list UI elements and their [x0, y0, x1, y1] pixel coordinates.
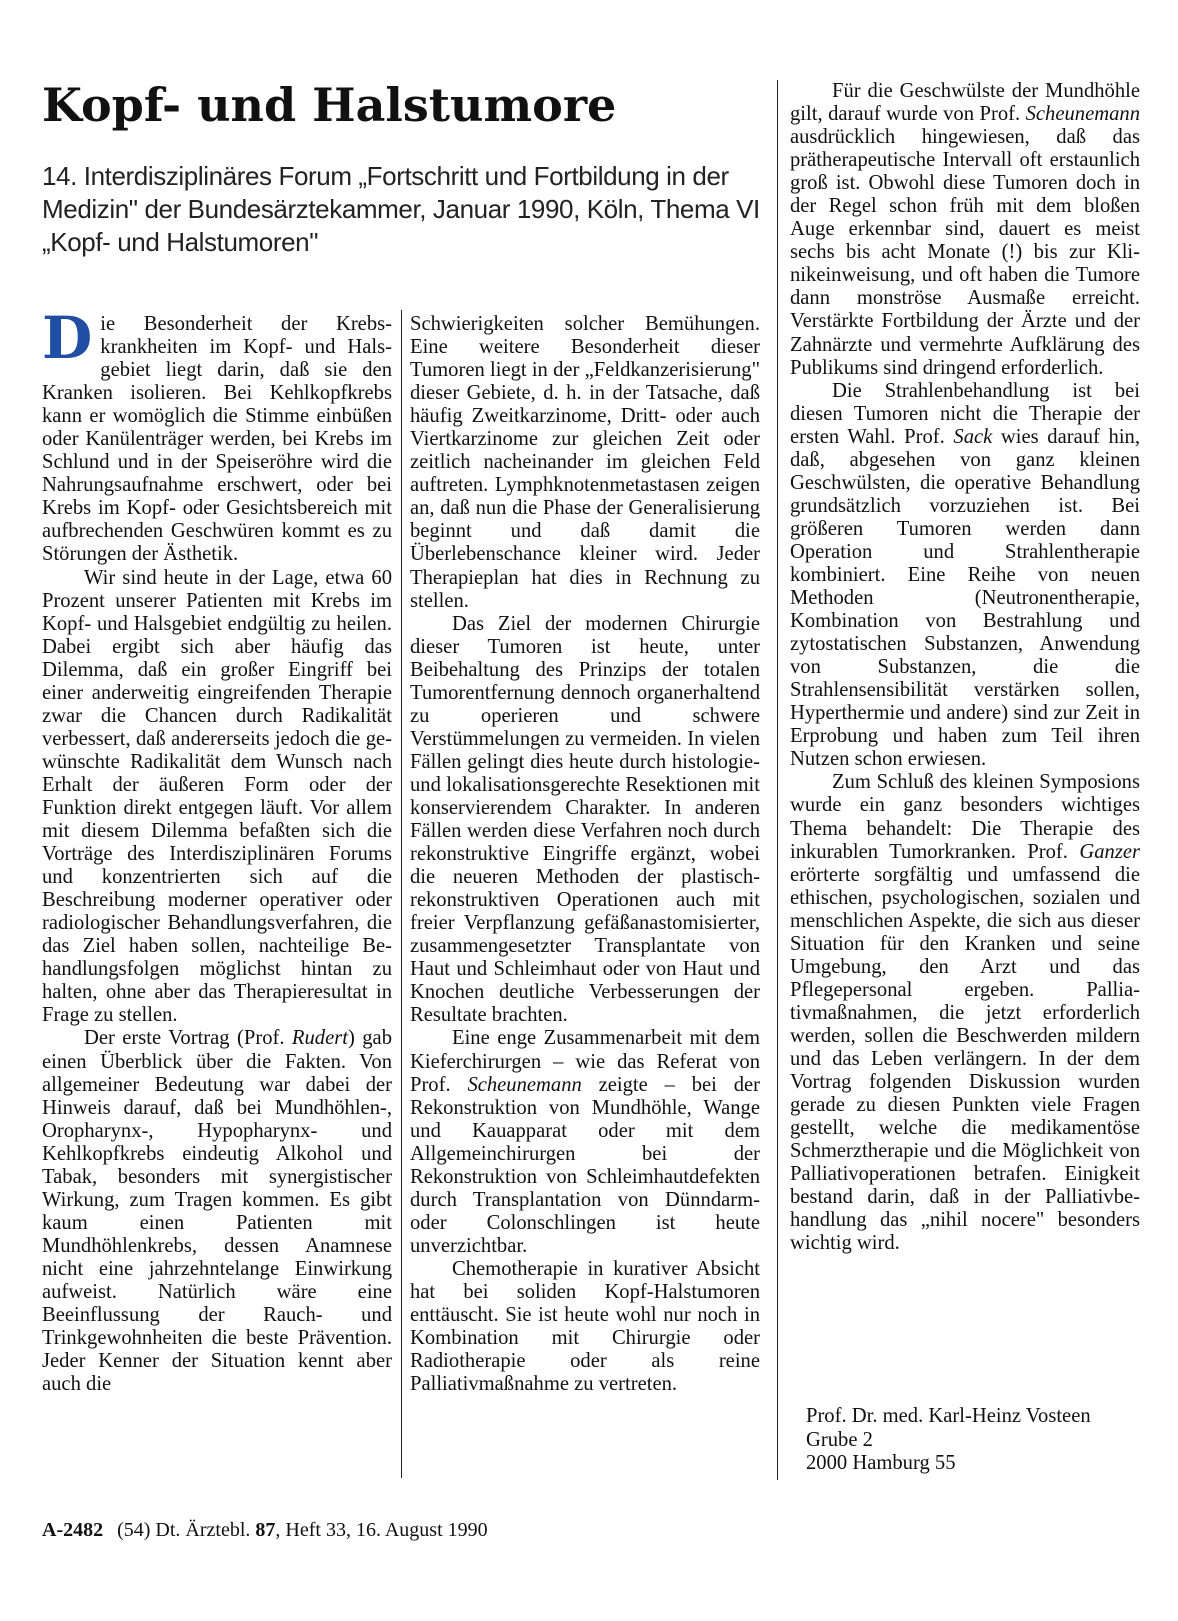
body-paragraph-6: Chemotherapie in kurativer Absicht hat bei soliden Kopf-Halstumoren enttäuscht. Sie ist heute wohl nur noch in Kombination mit Chirurgie oder Radiotherapie oder als reine Palliativmaßnahme zu vertreten. [410, 1257, 760, 1396]
text-column-3 [790, 80, 1140, 1255]
body-paragraph-3b: Schwierigkeiten solcher Bemühungen. Eine weitere Besonderheit dieser Tumoren liegt in der „Feldkanzerisierung" dieser Gebiete, d. h. in der Tatsache, daß häufig Zweitkarzinome, Dritt- oder auch Viertkarzinome zur gleichen Zeit oder zeitlich nacheinander im gleichen Feld auftreten. Lymphknotenmetastasen zeigen an, daß nun die Phase der Generalisierung beginnt und daß damit die Überlebenschance kleiner wird. Jeder Therapieplan hat dies in Rechnung zu stellen. [410, 313, 760, 612]
column-divider-1 [401, 310, 402, 1478]
citation-pre: (54) Dt. Ärztebl. [117, 1519, 251, 1541]
article-title: Kopf- und Halstumore [42, 78, 617, 132]
page-code: A-2482 [42, 1519, 104, 1541]
body-paragraph-9: Zum Schluß des kleinen Symposions wurde ein ganz besonders wichtiges Thema behandelt: Die Therapie des inkurablen Tumorkranken. Prof. Ganzer erörterte sorgfältig und umfassend die ethischen, psychologischen, sozialen und menschlichen Aspekte, die sich aus dieser Situation für den Kranken und seine Umgebung, den Arzt und das Pflegepersonal ergeben. Palliativmaßnahmen, die jetzt erforderlich werden, sollen die Beschwerden mildern und das Leben verlängern. In der dem Vortrag folgenden Diskussion wurden gerade zu diesen Punkten viele Fragen gestellt, welche die medikamentöse Schmerztherapie und die Möglichkeit von Palliativoperationen betrafen. Einigkeit bestand darin, daß in der Palliativbehandlung das „nihil nocere" besonders wichtig wird. [790, 771, 1140, 1255]
author-city: 2000 Hamburg 55 [806, 1452, 956, 1474]
page-footer [42, 1518, 488, 1542]
article-subtitle: 14. Interdisziplinäres Forum „Fortschritt und Fortbildung in der Medizin" der Bundesärztekammer, Januar 1990, Köln, Thema VI „Kopf- und Halstumoren" [42, 161, 760, 257]
author-street: Grube 2 [806, 1428, 873, 1451]
citation-post: , Heft 33, 16. August 1990 [275, 1519, 488, 1541]
body-paragraph-3a: Der erste Vortrag (Prof. Rudert) gab einen Überblick über die Fakten. Von allgemeiner Bedeutung war dabei der Hinweis darauf, daß bei Mundhöhlen-, Oropharynx-, Hypopharynx- und Kehlkopfkrebs eindeutig Alkohol und Tabak, besonders mit synergistischer Wirkung, zum Tragen kommen. Es gibt kaum einen Patienten mit Mundhöhlenkrebs, dessen Anamnese nicht eine jahrzehntelange Einwirkung aufweist. Natürlich wäre eine Beeinflussung der Rauch- und Trinkgewohnheiten die beste Prävention. Jeder Kenner der Situation kennt aber auch die [42, 1027, 392, 1396]
drop-cap: D [42, 304, 93, 372]
body-paragraph-5: Eine enge Zusammenarbeit mit dem Kieferchirurgen – wie das Referat von Prof. Scheunemann zeigte – bei der Rekonstruktion von Mundhöhle, Wange und Kauapparat oder mit dem Allgemeinchirurgen bei der Rekonstruktion von Schleimhautdefekten durch Transplantation von Dünndarm- oder Colonschlingen ist heute unverzichtbar. [410, 1027, 760, 1257]
author-name: Prof. Dr. med. Karl-Heinz Vosteen [806, 1405, 1091, 1427]
body-paragraph-7: Für die Geschwülste der Mundhöhle gilt, darauf wurde von Prof. Scheunemann ausdrücklich hingewiesen, daß das prätherapeutische Intervall oft erstaunlich groß ist. Obwohl diese Tumoren doch in der Regel schon früh mit dem bloßen Auge erkennbar sind, dauert es meist sechs bis acht Monate (!) bis zur Klinikeinweisung, und oft haben die Tumore dann monströse Ausmaße erreicht. Verstärkte Fortbildung der Ärzte und der Zahnärzte und vermehrte Aufklärung des Publikums sind dringend erforderlich. [790, 80, 1140, 379]
body-paragraph-1: Die Besonderheit der Krebskrankheiten im Kopf- und Halsgebiet liegt darin, daß sie den Kranken isolieren. Bei Kehlkopfkrebs kann er womöglich die Stimme einbüßen oder Kanülenträger werden, bei Krebs im Schlund und in der Speiseröhre wird die Nahrungsaufnahme erschwert, oder bei Krebs im Kopf- oder Gesichtsbereich mit aufbrechenden Geschwüren kommt es zu Störungen der Ästhetik. [42, 304, 392, 566]
text-column-1 [42, 304, 392, 1396]
body-paragraph-8: Die Strahlenbehandlung ist bei diesen Tumoren nicht die Therapie der ersten Wahl. Prof. Sack wies darauf hin, daß, abgesehen von ganz kleinen Geschwülsten, die operative Behandlung grundsätzlich vorzuziehen ist. Bei größeren Tumoren werden dann Operation und Strahlentherapie kombiniert. Eine Reihe von neuen Methoden (Neutronentherapie, Kombination von Bestrahlung und zytostatischen Substanzen, Anwendung von Substanzen, die die Strahlensensibilität verstärken sollen, Hyperthermie und andere) sind zur Zeit in Erprobung und haben zum Teil ihren Nutzen schon erwiesen. [790, 379, 1140, 771]
column-divider-2 [777, 80, 778, 1480]
volume-number: 87 [255, 1519, 276, 1541]
body-paragraph-2: Wir sind heute in der Lage, etwa 60 Prozent unserer Patienten mit Krebs im Kopf- und Halsgebiet endgültig zu heilen. Dabei ergibt sich aber häufig das Dilemma, daß ein großer Eingriff bei einer anderweitig eingreifenden Therapie zwar die Chancen durch Radikalität verbessert, daß andererseits jedoch die gewünschte Radikalität dem Wunsch nach Erhalt der äußeren Form oder der Funktion direkt entgegen läuft. Vor allem mit diesem Dilemma befaßten sich die Vorträge des Interdisziplinären Forums und konzentrierten sich auf die Beschreibung moderner operativer oder radiologischer Behandlungsverfahren, die das Ziel haben sollen, nachteilige Behandlungsfolgen möglichst hintan zu halten, ohne aber das Therapieresultat in Frage zu stellen. [42, 566, 392, 1027]
body-paragraph-4: Das Ziel der modernen Chirurgie dieser Tumoren ist heute, unter Beibehaltung des Prinzips der totalen Tumorentfernung dennoch organerhaltend zu operieren und schwere Verstümmelungen zu vermeiden. In vielen Fällen gelingt dies heute durch histologie- und lokalisationsgerechte Resektionen mit konservierendem Charakter. In anderen Fällen werden diese Verfahren noch durch rekonstruktive Eingriffe ergänzt, wobei die neueren Methoden der plastisch-rekonstruktiven Operationen auch mit freier Verpflanzung gefäßanastomisierter, zusammengesetzter Transplantate von Haut und Schleimhaut oder von Haut und Knochen deutliche Verbesserungen der Resultate brachten. [410, 612, 760, 1027]
author-signature [806, 1405, 1091, 1476]
text-column-2 [410, 313, 760, 1396]
